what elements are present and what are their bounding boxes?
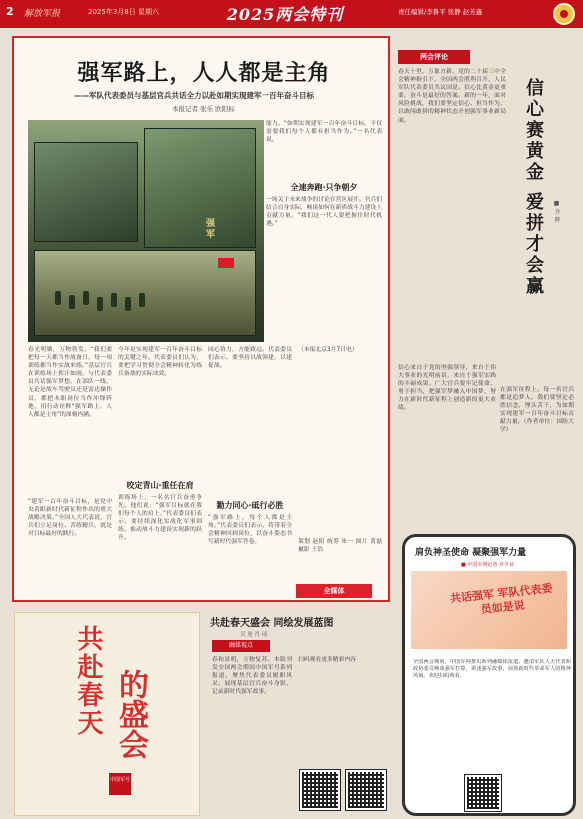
text-col2b: 今年是实现建军一百年奋斗目标的关键之年。代表委员们认为，要把学习贯彻全会精神转化为练兵备战的实际成效。 [118,347,202,378]
main-article [12,36,390,602]
section-head-3: 全速奔跑·只争朝夕 [290,183,358,192]
text-col5b: （本报北京3月7日电） [298,347,358,353]
soldier-figure [55,291,61,305]
text-col1: 春光明媚，万物勃发。“我们要把每一天都当作战备日，每一项训练都当作实战来练。”基层官兵在训练场上挥汗如雨，与代表委员共话强军梦想。在部队一线，无论是战车驾驶员还是雷达操作员，都把本职岗位当作冲锋阵地，用行动诠释“强军路上，人人都是主角”的深刻内涵。 [28,347,112,418]
soldier-figure [125,297,131,311]
phone-body-text: 全国两会期间，中国军网推出系列融媒体报道，邀请军队人大代表和政协委员畅谈强军打算，讲述强军故事，展现新时代革命军人的精神风貌。欢迎扫码观看。 [413,659,571,679]
promo-panel [14,612,200,816]
flag-icon [218,258,234,268]
section-head-1: 咬定青山·重任在肩 [126,481,194,490]
editors-line: 责任编辑/李鲁平 张静 赵芳鑫 [398,8,483,16]
phone-byline: ■ 中国军网记者 齐夕良 [461,562,514,568]
qr-code-icon[interactable] [346,770,386,810]
masthead [0,0,583,28]
soldier-figure [139,293,145,307]
phone-mockup [402,534,576,816]
text-col3b: 同心协力，方能致远。代表委员们表示，要坚持以战领建，以建促战。 [208,347,292,370]
qr-code-icon[interactable] [465,775,501,811]
commentary-author: ■ 齐 晖 [553,200,560,223]
soldier-figure [69,295,75,309]
credit-line: 策划 赵阳 统筹 朱一 图片 黄磊 摄影 王浩 [298,539,382,554]
feature-text-2: 扫码观看更多精彩内容 [298,657,356,663]
soldier-figure [83,291,89,305]
feature-tag: 融媒视点 [212,640,270,652]
feature-text: 春和景明，万物复苏。本版刊发全国两会期间中国军号系列报道，聚焦代表委员履职风采，展现基层官兵奋斗身影，记录新时代强军故事。 [212,657,292,696]
paper-name: 解放军报 [24,9,61,19]
soldier-figure [111,293,117,307]
emblem-icon [553,3,575,25]
phone-headline: 肩负神圣使命 凝聚强军力量 [415,548,527,558]
special-edition-title: 2025两会特刊 [226,5,344,24]
article-subtitle: ——军队代表委员与基层官兵共话全力以赴如期实现建军一百年奋斗目标 [74,91,314,100]
promo-heading-1: 共赴春天 [73,625,103,737]
qr-code-icon[interactable] [300,770,340,810]
commentary-body: 信心来自于党的坚强领导，来自于伟大事业的光明前景，来自于强军实践的丰硕成果。广大官兵要牢记使命，勇于担当，把强军梦融入中国梦，努力在新时代新征程上创造新的更大业绩。 [398,365,496,412]
photo-caption: 强军 [204,218,214,240]
text-col3: 训练场上，一名名官兵奋勇争先。他们说：“强军目标就在我们每个人的肩上。”代表委员们表示，要持续深化实战化军事训练，推动战斗力建设实现新的跃升。 [118,495,202,542]
feature-byline: 吴 迪 肖 瑶 [240,632,268,638]
photo-soldiers-vehicle [34,142,138,242]
section-head-2: 勠力同心·砥行必胜 [216,501,284,510]
commentary-intro: 春天十里，万象方新。党的二十届三中全会精神指引下，全国两会胜利召开，人民军队代表委员共议国是。信心比黄金更重要，奋斗是最好的答案。新的一年，面对风险挑战，我们要坚定信心、担当作为，以敢闯敢拼的精神状态开创强军事业新局面。 [398,69,506,124]
phone-banner-text: 共话强军 军队代表委员如是说 [449,581,554,617]
text-col4b: 一场关于未来战争的讨论在营区展开。官兵们结合自身实际，畅谈如何在新质战斗力建设上贡献力量。“我们这一代人要把握住时代机遇。” [266,197,382,228]
feature-title: 共赴春天盛会 同绘发展蓝图 [210,618,334,629]
text-col4: 能力。“如期实现建军一百年奋斗目标，不仅需要我们每个人都有担当作为。”一名代表说。 [266,121,382,144]
article-title: 强军路上，人人都是主角 [77,60,331,86]
commentary-label: 两会评论 [398,50,470,64]
text-col2: “建军一百年奋斗目标，是党中央着眼新时代新征程作出的重大战略决策。”全国人大代表说，官兵们立足岗位、苦练精兵，就是对目标最好的践行。 [28,499,112,538]
media-tag: 全媒体 [296,584,372,598]
text-col5: “强军路上，每个人都是主角。”代表委员们表示，将带着全会精神回到岗位，以奋斗姿态书写新时代强军答卷。 [208,515,292,546]
promo-heading-2: 的盛会 [113,669,148,759]
commentary-tail: 在强军征程上，每一名官兵都是追梦人。我们要坚定必胜信念，埋头苦干，为如期实现建军一百年奋斗目标贡献力量。（作者单位：国防大学） [500,387,574,434]
article-photo [28,120,264,342]
zhongguo-junhao-logo: 中国军号 [109,773,131,795]
page-number: 2 [6,5,14,18]
article-byline: 本报记者 张乐 欧阳标 [172,105,235,113]
commentary-title: 信心赛黄金 爱拼才会赢 [523,78,544,298]
soldier-figure [97,297,103,311]
issue-date: 2025年3月8日 星期六 [88,8,159,16]
